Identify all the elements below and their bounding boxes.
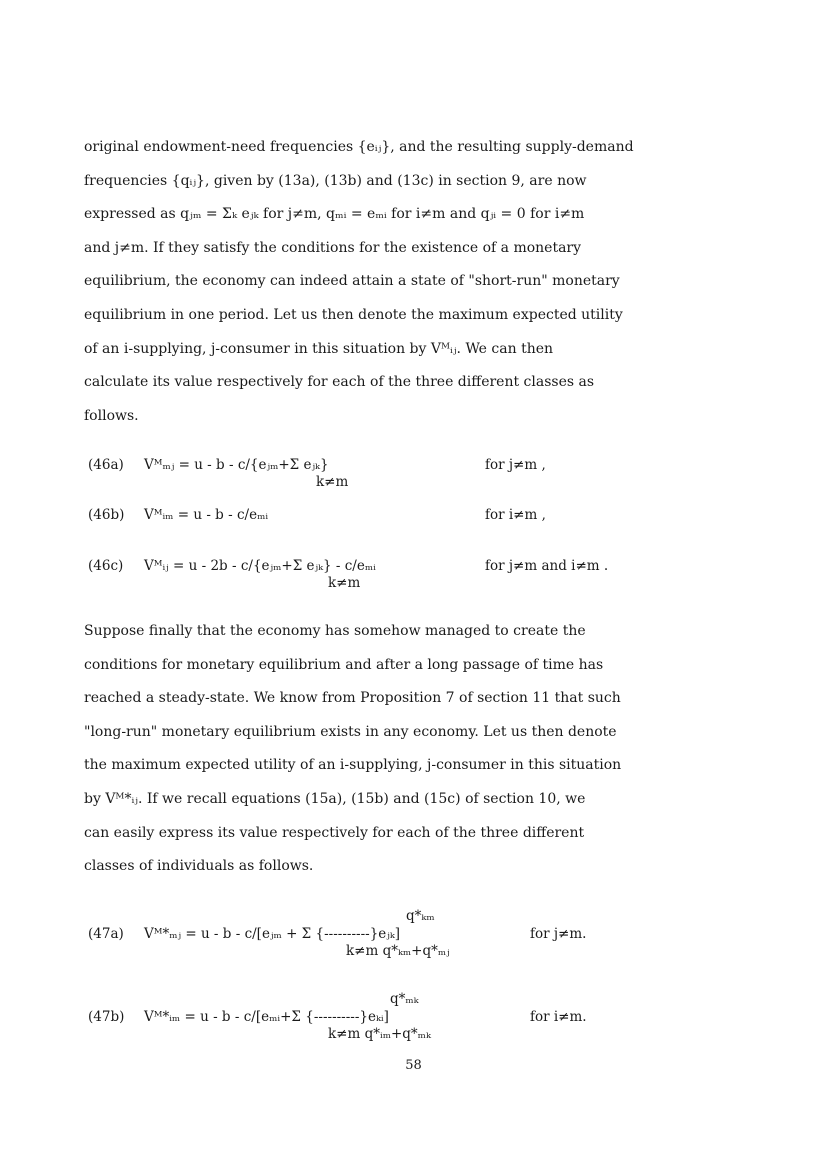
summation-subscript: k≠m q*ᵢₘ+q*ₘₖ [328,1026,431,1042]
fraction-numerator: q*ₖₘ [406,908,435,924]
page-number: 58 [405,1058,422,1073]
text-line: expressed as qⱼₘ = Σₖ eⱼₖ for j≠m, qₘᵢ = eₘᵢ for i≠m and qⱼᵢ = 0 for i≠m [84,206,585,223]
equation-condition: for j≠m and i≠m . [485,558,609,574]
equation-body: Vᴹᵢⱼ = u - 2b - c/{eⱼₘ+Σ eⱼₖ} - c/eₘᵢ [144,558,376,574]
equation-condition: for j≠m. [530,926,587,942]
equation-condition: for i≠m , [485,507,546,523]
equation-body: Vᴹ*ₘⱼ = u - b - c/[eⱼₘ + Σ {----------}eⱼₖ] [144,926,401,942]
text-line: by Vᴹ*ᵢⱼ. If we recall equations (15a), (15b) and (15c) of section 10, we [84,790,586,807]
paragraph-2 [84,615,734,884]
text-line: frequencies {qᵢⱼ}, given by (13a), (13b) and (13c) in section 9, are now [84,172,587,189]
paragraph-1 [84,131,734,433]
fraction-numerator: q*ₘₖ [390,991,419,1007]
text-line: the maximum expected utility of an i-supplying, j-consumer in this situation [84,757,622,774]
equation-label: (46b) [88,507,125,523]
summation-subscript: k≠m [328,575,361,591]
text-line: reached a steady-state. We know from Proposition 7 of section 11 that such [84,690,621,707]
equation-label: (47b) [88,1009,125,1025]
text-line: equilibrium, the economy can indeed attain a state of "short-run" monetary [84,273,620,290]
equation-label: (46c) [88,558,124,574]
text-line: calculate its value respectively for each of the three different classes as [84,374,595,391]
text-line: and j≠m. If they satisfy the conditions for the existence of a monetary [84,239,582,256]
summation-subscript: k≠m [316,474,349,490]
equation-label: (47a) [88,926,124,942]
text-line: equilibrium in one period. Let us then denote the maximum expected utility [84,306,623,323]
text-line: conditions for monetary equilibrium and after a long passage of time has [84,656,604,673]
text-line: follows. [84,407,139,424]
equation-condition: for i≠m. [530,1009,587,1025]
equation-body: Vᴹₘⱼ = u - b - c/{eⱼₘ+Σ eⱼₖ} [144,457,329,473]
text-line: can easily express its value respectively for each of the three different [84,824,585,841]
equation-body: Vᴹᵢₘ = u - b - c/eₘᵢ [144,507,269,523]
equation-label: (46a) [88,457,124,473]
text-line: classes of individuals as follows. [84,858,314,875]
text-line: original endowment-need frequencies {eᵢⱼ}, and the resulting supply-demand [84,139,634,155]
text-line: "long-run" monetary equilibrium exists in any economy. Let us then denote [84,723,617,740]
equation-condition: for j≠m , [485,457,546,473]
equation-body: Vᴹ*ᵢₘ = u - b - c/[eₘᵢ+Σ {----------}eₖᵢ] [144,1009,389,1025]
text-line: Suppose finally that the economy has somehow managed to create the [84,623,586,639]
text-line: of an i-supplying, j-consumer in this situation by Vᴹᵢⱼ. We can then [84,340,554,357]
summation-subscript: k≠m q*ₖₘ+q*ₘⱼ [346,943,450,959]
